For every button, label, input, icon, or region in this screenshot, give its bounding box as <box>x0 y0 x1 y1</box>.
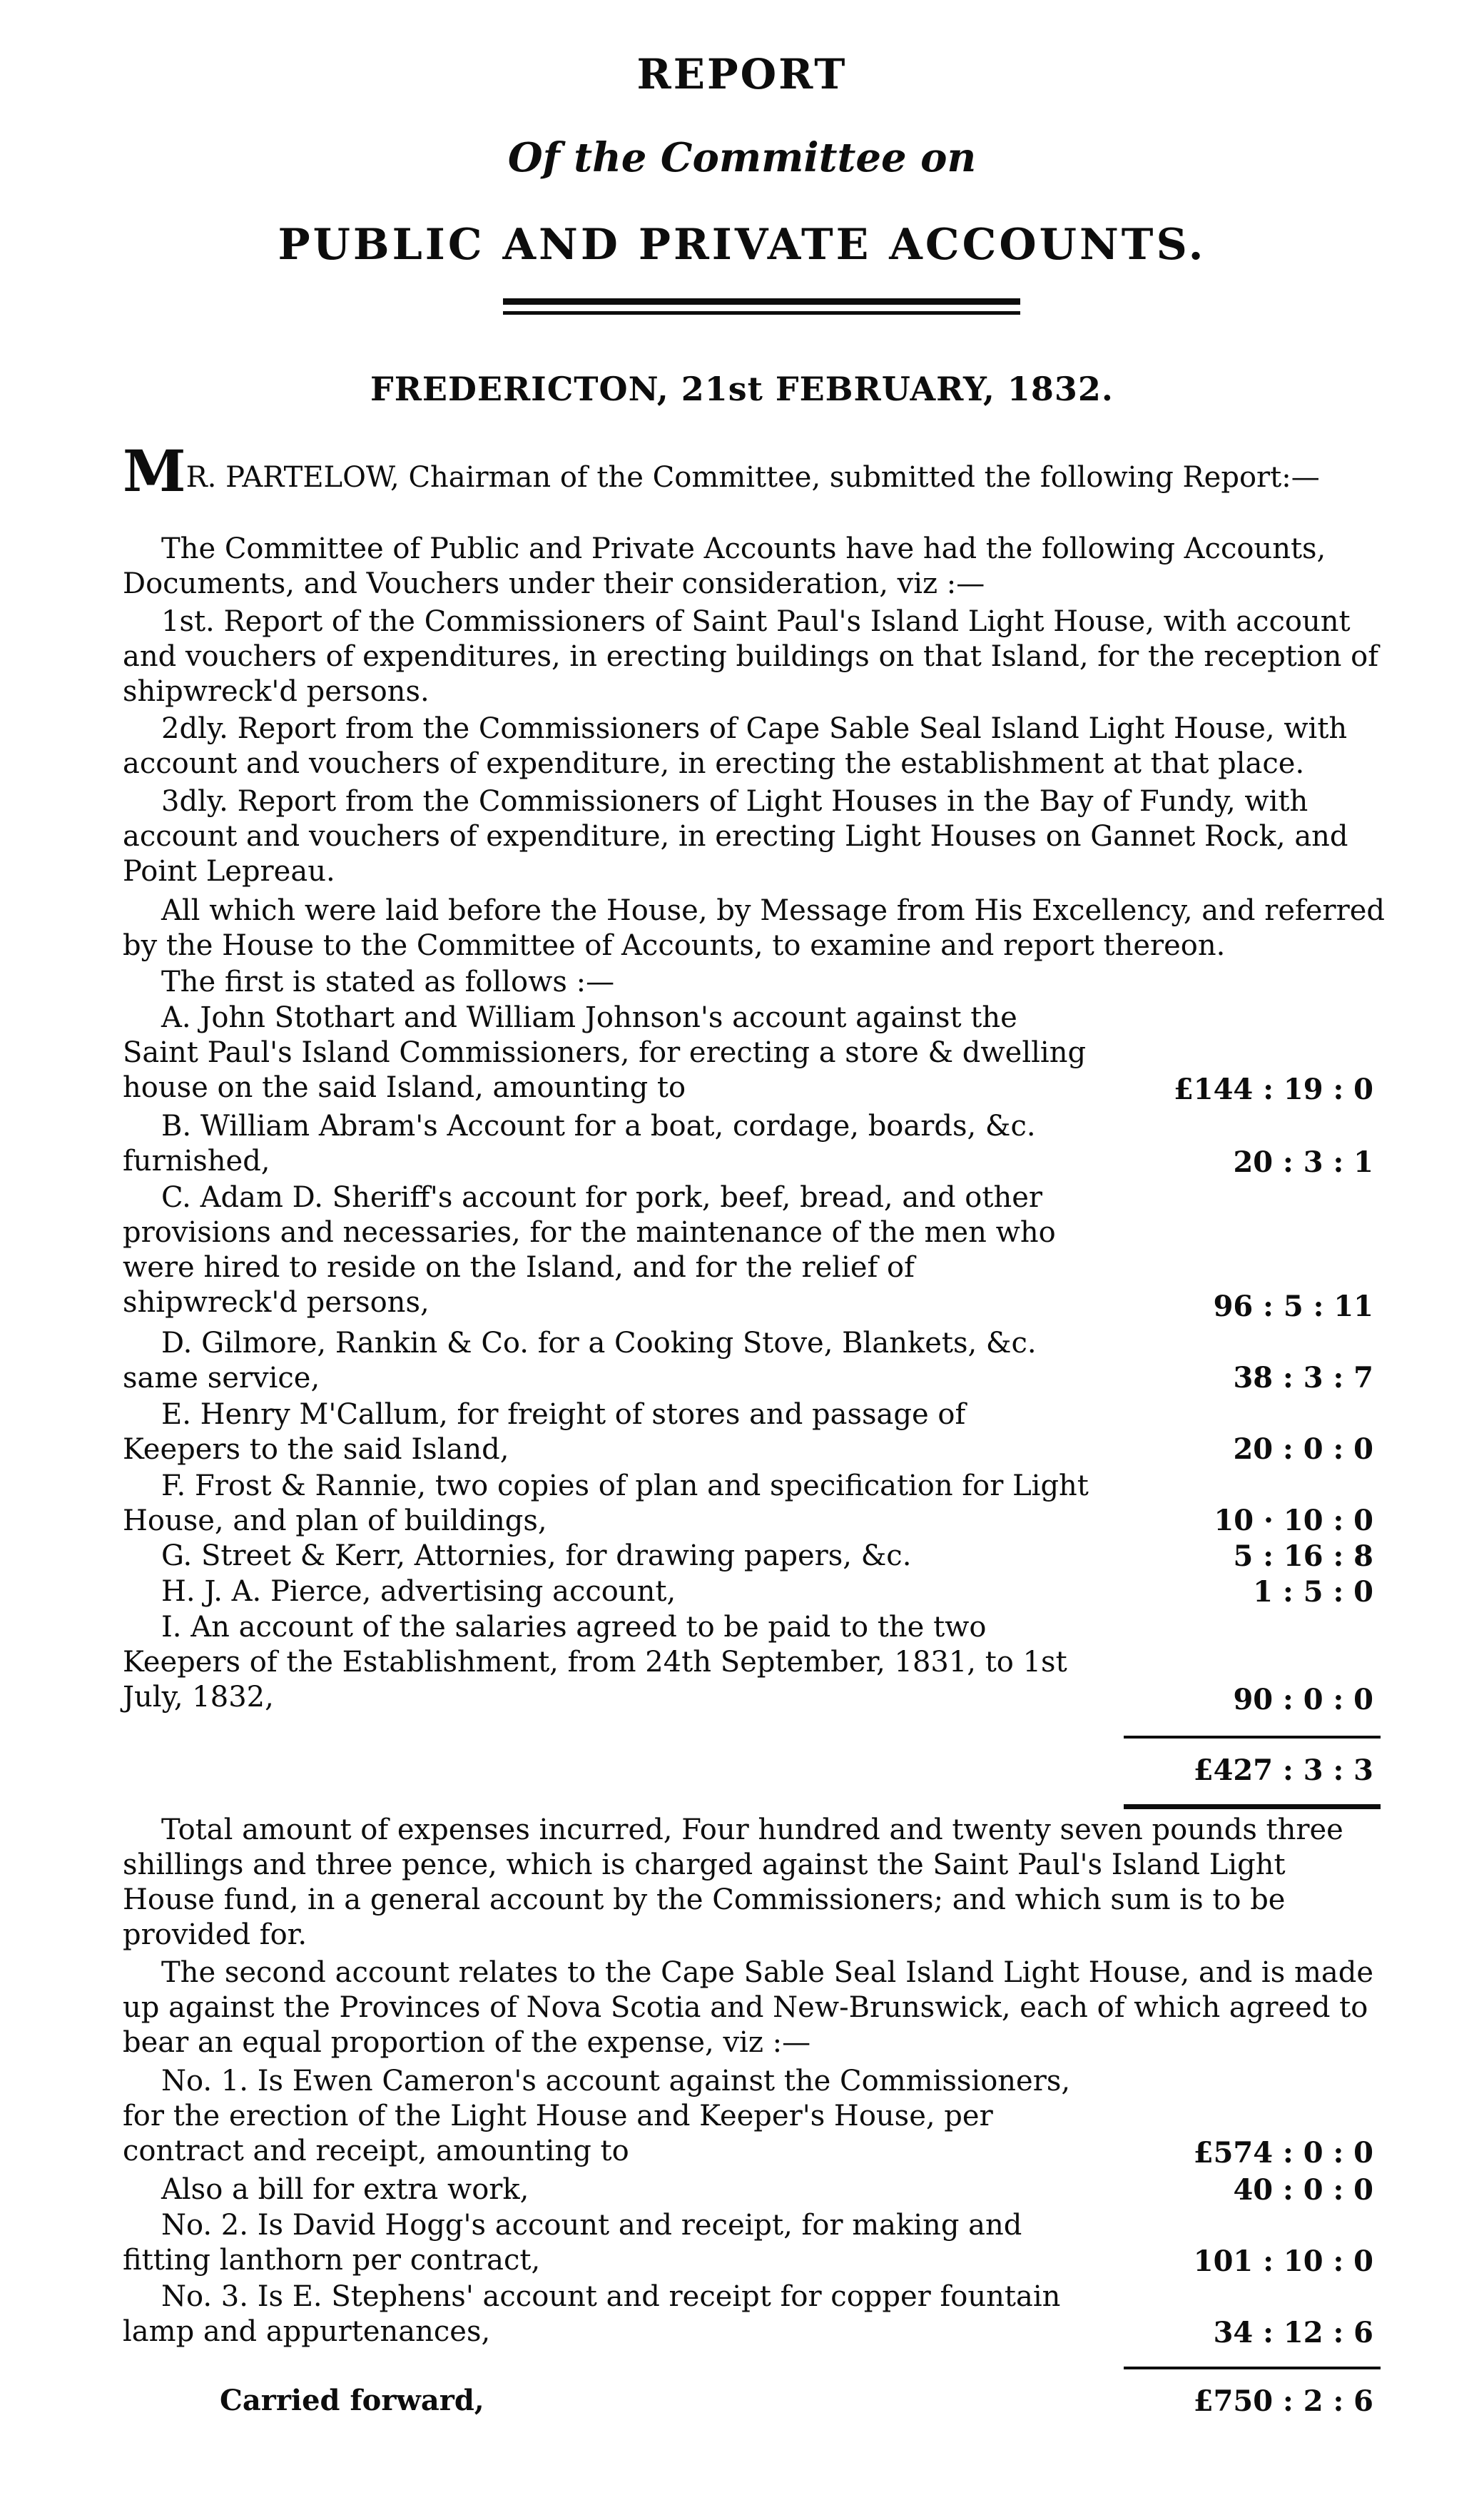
account-item-g: G. Street & Kerr, Attornies, for drawing papers, &c. <box>161 1539 912 1572</box>
cape-sable-amount-3: 34 : 12 : 6 <box>1213 2316 1373 2349</box>
carried-forward-label: Carried forward, <box>220 2384 484 2417</box>
paragraph: 2dly. Report from the Commissioners of Cape Sable Seal Island Light House, with account and vouchers of expenditure, in erecting the establishment at that place. <box>123 712 1348 780</box>
account-amount-i: 90 : 0 : 0 <box>1233 1683 1373 1716</box>
account-item-i: I. An account of the salaries agreed to be paid to the two Keepers of the Establishment, from 24th September, 1831, to 1st July, 1832, <box>123 1611 1067 1714</box>
account-amount-h: 1 : 5 : 0 <box>1253 1575 1373 1609</box>
cape-sable-amount-1: £574 : 0 : 0 <box>1193 2136 1373 2170</box>
account-item-e: E. Henry M'Callum, for freight of stores and passage of Keepers to the said Island, <box>123 1398 966 1466</box>
total-double-rule <box>1124 1804 1381 1809</box>
cape-sable-item-2: No. 2. Is David Hogg's account and receipt, for making and fitting lanthorn per contract, <box>123 2209 1022 2277</box>
account-item-c: C. Adam D. Sheriff's account for pork, beef, bread, and other provisions and necessaries, for the maintenance of the men who were hired to reside on the Island, and for the relief of shipwreck'd persons, <box>123 1181 1056 1319</box>
account-amount-c: 96 : 5 : 11 <box>1213 1290 1373 1323</box>
heading-rule-thin <box>503 311 1020 315</box>
report-subtitle: Of the Committee on <box>507 134 977 181</box>
paragraph: The Committee of Public and Private Accounts have had the following Accounts, Documents, and Vouchers under their consideration, viz :— <box>123 532 1326 600</box>
intro-text: R. PARTELOW, Chairman of the Committee, submitted the following Report:— <box>186 461 1320 494</box>
paragraph: Total amount of expenses incurred, Four hundred and twenty seven pounds three shillings and three pence, which is charged against the Saint Paul's Island Light House fund, in a general account by the Commissioners; and which sum is to be provided for. <box>123 1813 1343 1951</box>
carried-rule <box>1124 2367 1381 2369</box>
cape-sable-amount-extra: 40 : 0 : 0 <box>1233 2173 1373 2207</box>
paragraph: The second account relates to the Cape Sable Seal Island Light House, and is made up against the Provinces of Nova Scotia and New-Brunswick, each of which agreed to bear an equal proportion of the expense, viz :— <box>123 1956 1374 2059</box>
account-item-b: B. William Abram's Account for a boat, cordage, boards, &c. furnished, <box>123 1110 1036 1178</box>
account-amount-b: 20 : 3 : 1 <box>1233 1145 1373 1179</box>
account-amount-a: £144 : 19 : 0 <box>1173 1073 1373 1106</box>
account-amount-e: 20 : 0 : 0 <box>1233 1432 1373 1466</box>
report-title: REPORT <box>636 50 848 98</box>
cape-sable-item-3: No. 3. Is E. Stephens' account and receipt for copper fountain lamp and appurtenances, <box>123 2280 1061 2348</box>
carried-forward-amount: £750 : 2 : 6 <box>1193 2384 1373 2418</box>
account-item-f: F. Frost & Rannie, two copies of plan and specification for Light House, and plan of buildings, <box>123 1469 1089 1537</box>
account-item-h: H. J. A. Pierce, advertising account, <box>161 1575 676 1608</box>
account-amount-f: 10 · 10 : 0 <box>1214 1504 1373 1537</box>
cape-sable-amount-2: 101 : 10 : 0 <box>1193 2245 1373 2278</box>
paragraph: 1st. Report of the Commissioners of Saint Paul's Island Light House, with account and vouchers of expenditures, in erecting buildings on that Island, for the reception of shipwreck'd persons. <box>123 605 1378 708</box>
account-item-d: D. Gilmore, Rankin & Co. for a Cooking Stove, Blankets, &c. same service, <box>123 1327 1037 1395</box>
sum-rule <box>1124 1736 1381 1739</box>
paragraph: 3dly. Report from the Commissioners of Light Houses in the Bay of Fundy, with account and vouchers of expenditure, in erecting Light Houses on Gannet Rock, and Point Lepreau. <box>123 785 1348 888</box>
report-heading: PUBLIC AND PRIVATE ACCOUNTS. <box>278 220 1206 270</box>
cape-sable-item-1: No. 1. Is Ewen Cameron's account against the Commissioners, for the erection of the Light House and Keeper's House, per contract and receipt, amounting to <box>123 2065 1071 2167</box>
paragraph: The first is stated as follows :— <box>161 966 615 998</box>
first-account-total: £427 : 3 : 3 <box>1193 1754 1373 1787</box>
cape-sable-item-extra: Also a bill for extra work, <box>161 2173 529 2206</box>
paragraph: All which were laid before the House, by Message from His Excellency, and referred by the House to the Committee of Accounts, to examine and report thereon. <box>123 894 1385 962</box>
account-amount-g: 5 : 16 : 8 <box>1233 1539 1373 1573</box>
account-amount-d: 38 : 3 : 7 <box>1233 1361 1373 1395</box>
intro-paragraph <box>123 437 1386 505</box>
drop-cap: M <box>123 437 186 505</box>
dateline: FREDERICTON, 21st FEBRUARY, 1832. <box>370 370 1114 408</box>
account-item-a: A. John Stothart and William Johnson's account against the Saint Paul's Island Commissioners, for erecting a store & dwelling house on the said Island, amounting to <box>123 1001 1087 1104</box>
heading-rule-thick <box>503 298 1020 305</box>
